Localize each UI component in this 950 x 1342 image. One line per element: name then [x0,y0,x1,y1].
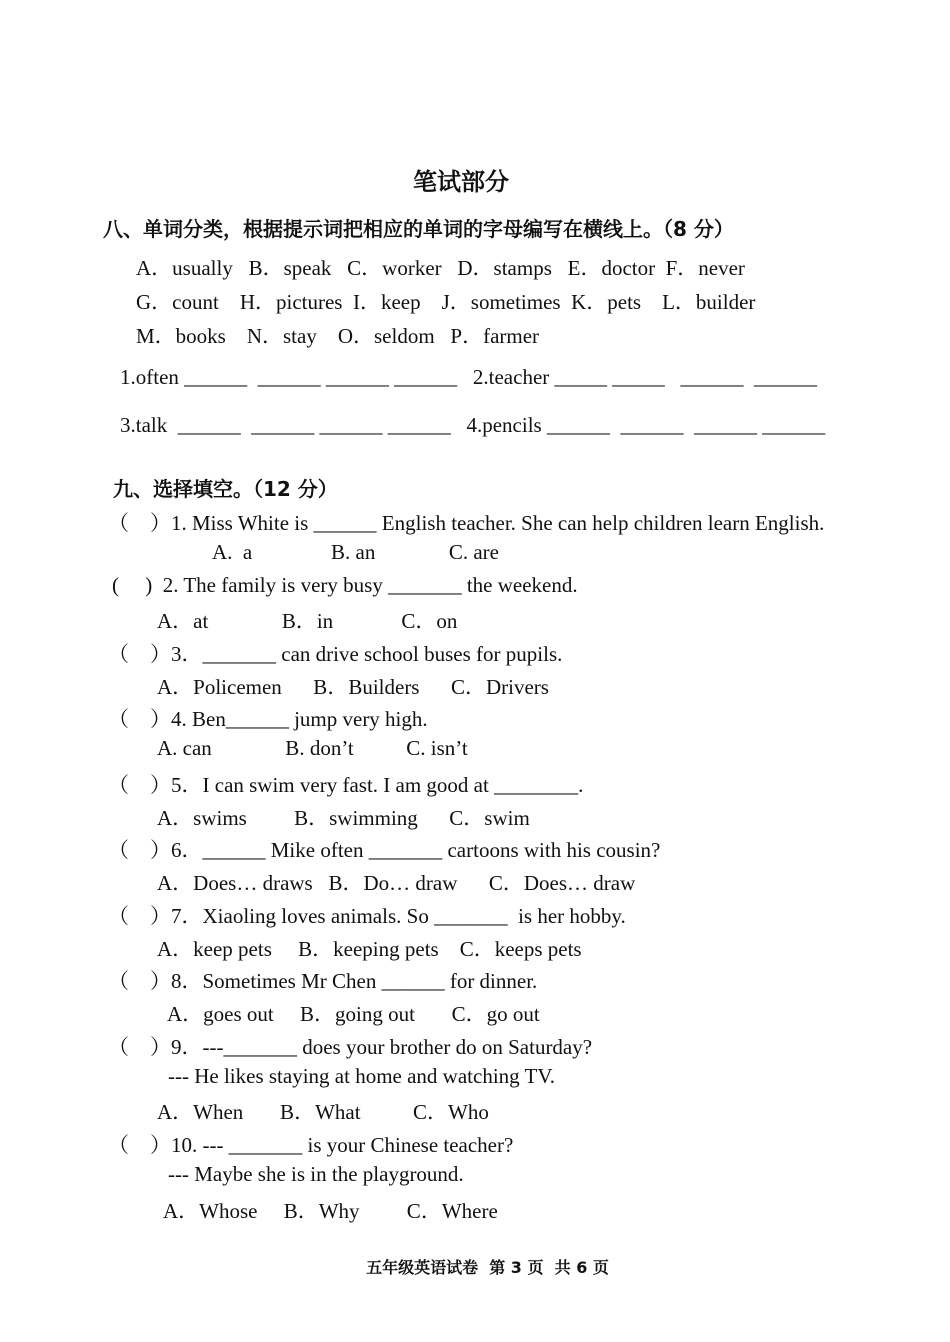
section-8-heading: 八、单词分类，根据提示词把相应的单词的字母编写在横线上。（8 分） [103,217,734,241]
question-options: A. can B. don’t C. isn’t [157,736,468,760]
answer-row-2: 3.talk ______ ______ ______ ______ 4.pencils ______ ______ ______ ______ [120,413,826,437]
question-stem: （ ）7．Xiaoling loves animals. So _______ is her hobby. [108,904,626,928]
question-stem: ( ) 2. The family is very busy _______ the weekend. [112,573,578,597]
question-stem: （ ）6．______ Mike often _______ cartoons with his cousin? [108,838,661,862]
question-options: A．Whose B．Why C．Where [163,1199,498,1223]
question-stem: （ ）9．---_______ does your brother do on Saturday? [108,1035,593,1059]
question-stem: （ ）5．I can swim very fast. I am good at ________. [108,773,584,797]
question-stem: （ ）3．_______ can drive school buses for pupils. [108,642,563,666]
question-stem: （ ）10. --- _______ is your Chinese teacher? [108,1133,514,1157]
question-reply: --- He likes staying at home and watching TV. [168,1064,556,1088]
answer-row-1: 1.often ______ ______ ______ ______ 2.teacher _____ _____ ______ ______ [120,365,818,389]
question-options: A．Does… draws B．Do… draw C．Does… draw [157,871,636,895]
page-footer: 五年级英语试卷 第 3 页 共 6 页 [366,1258,609,1277]
question-options: A．Policemen B．Builders C．Drivers [157,675,549,699]
question-stem: （ ）4. Ben______ jump very high. [108,707,428,731]
word-bank-row-2: G．count H．pictures I．keep J．sometimes K．pets L．builder [136,290,756,314]
page-title: 笔试部分 [413,168,509,196]
question-stem: （ ）8．Sometimes Mr Chen ______ for dinner. [108,969,538,993]
question-options: A．keep pets B．keeping pets C．keeps pets [157,937,582,961]
question-options: A．When B．What C．Who [157,1100,489,1124]
section-9-heading: 九、选择填空。（12 分） [113,477,338,501]
question-options: A. a B. an C. are [212,540,499,564]
word-bank-row-1: A．usually B．speak C．worker D．stamps E．doctor F．never [136,256,745,280]
question-stem: （ ）1. Miss White is ______ English teacher. She can help children learn English. [108,511,825,535]
question-options: A．goes out B．going out C．go out [167,1002,540,1026]
question-options: A．swims B．swimming C．swim [157,806,530,830]
word-bank-row-3: M．books N．stay O．seldom P．farmer [136,324,540,348]
question-reply: --- Maybe she is in the playground. [168,1162,464,1186]
question-options: A．at B．in C．on [157,609,458,633]
